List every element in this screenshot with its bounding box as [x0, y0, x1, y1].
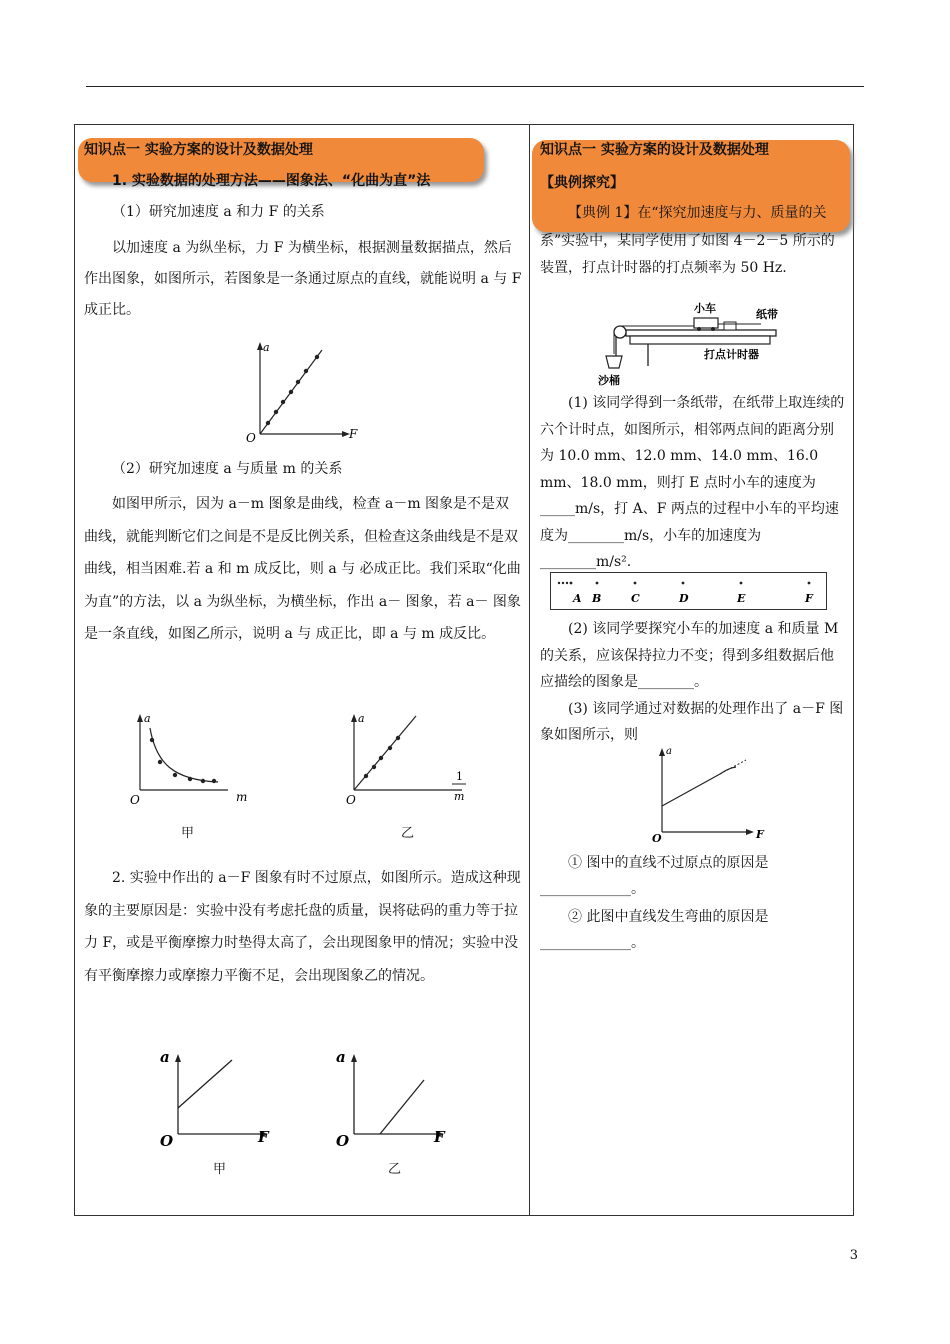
right-subheading: 【典例探究】	[540, 175, 624, 191]
point-C: C	[631, 592, 640, 605]
origin-label: O	[336, 1132, 350, 1150]
question-3a-text: ① 图中的直线不过原点的原因是_____________。	[540, 855, 769, 897]
axis-label-a: a	[666, 746, 672, 757]
caption-yi-1: 乙	[401, 826, 415, 841]
axis-label-a: a	[336, 1048, 346, 1066]
point-D: D	[679, 592, 689, 605]
section-1-text: 以加速度 a 为纵坐标，力 F 为横坐标，根据测量数据描点，然后作出图象，如图所示，若图象是一条通过原点的直线，就能说明 a 与 F 成正比。	[84, 240, 522, 318]
axis-label-one: 1	[456, 770, 463, 783]
right-heading: 知识点一 实验方案的设计及数据处理	[540, 142, 769, 158]
axis-label-m: m	[454, 790, 465, 803]
point-B: B	[592, 592, 602, 605]
section-2-text: 如图甲所示，因为 a－m 图象是曲线，检查 a－m 图象是不是双曲线，就能判断它们之间是不是反比例关系，但检查这条曲线是不是双曲线，相当困难.若 a 和 m 成反比，则 a 与 必成正比。我们采取“化曲为直”的方法，以 a 为纵坐标，为横坐标，作出 a－ 图象，若 a－ 图象是一条直线，如图乙所示，说明 a 与 成正比，即 a 与 m 成反比。	[84, 496, 521, 642]
axis-label-a: a	[160, 1048, 170, 1066]
label-timer: 打点计时器	[704, 348, 759, 361]
right-column	[540, 136, 846, 283]
caption-yi-2: 乙	[388, 1162, 402, 1177]
point-F: F	[805, 592, 813, 605]
page-number: 3	[849, 1248, 858, 1263]
point-E: E	[737, 592, 746, 605]
axis-label-a: a	[358, 712, 365, 725]
axis-label-F: F	[349, 427, 358, 441]
origin-label: O	[246, 431, 256, 445]
axis-label-m: m	[236, 790, 248, 804]
label-bucket: 沙桶	[598, 374, 620, 387]
example-1-text: 【典例 1】在“探究加速度与力、质量的关系”实验中，某同学使用了如图 4－2－5 所示的装置，打点计时器的打点频率为 50 Hz.	[540, 205, 835, 276]
right-column-3	[540, 616, 846, 749]
point-A: A	[573, 592, 582, 605]
caption-jia-2: 甲	[213, 1162, 227, 1177]
section-3-text: 2. 实验中作出的 a－F 图象有时不过原点，如图所示。造成这种现象的主要原因是：实验中没有考虑托盘的质量，误将砝码的重力等于拉力 F，或是平衡摩擦力时垫得太高了，会出现图象甲的情况；实验中没有平衡摩擦力或摩擦力平衡不足，会出现图象乙的情况。	[84, 870, 521, 984]
question-3b-text: ② 此图中直线发生弯曲的原因是_____________。	[540, 909, 769, 951]
question-3-text: (3) 该同学通过对数据的处理作出了 a－F 图象如图所示，则	[540, 700, 844, 743]
a-m-curve-graph	[128, 708, 258, 808]
left-subheading: 1. 实验数据的处理方法——图象法、“化曲为直”法	[112, 173, 431, 189]
question-1-text: (1) 该同学得到一条纸带，在纸带上取连续的六个计时点，如图所示，相邻两点间的距离分别为 10.0 mm、12.0 mm、14.0 mm、16.0 mm、18.0 mm，则打 E 点时小车的速度为_____m/s，打 A、F 两点的过程中小车的平均速度为________m/s，小车的加速度为________m/s².	[540, 395, 845, 570]
axis-label-F: F	[434, 1128, 445, 1146]
a-F-positive-intercept-graph	[158, 1046, 288, 1150]
a-F-x-intercept-graph	[334, 1046, 464, 1150]
left-heading: 知识点一 实验方案的设计及数据处理	[84, 142, 313, 158]
a-F-origin-graph	[236, 338, 366, 446]
label-tape: 纸带	[756, 308, 778, 321]
ticker-tape	[550, 572, 827, 610]
origin-label: O	[160, 1132, 174, 1150]
axis-label-F: F	[756, 828, 764, 841]
apparatus-diagram	[596, 300, 796, 390]
origin-label: O	[652, 832, 662, 844]
column-divider	[529, 124, 530, 1216]
section-1-title: （1）研究加速度 a 和力 F 的关系	[112, 204, 325, 220]
right-column-4	[540, 850, 846, 956]
left-column-2	[84, 455, 522, 651]
axis-label-a: a	[144, 712, 151, 725]
caption-jia-1: 甲	[181, 826, 195, 841]
ticker-tape-points	[551, 573, 828, 611]
right-column-2	[540, 390, 846, 576]
label-car: 小车	[694, 302, 716, 315]
axis-label-a: a	[263, 341, 270, 354]
a-F-bending-graph	[650, 744, 770, 844]
question-2-text: (2) 该同学要探究小车的加速度 a 和质量 M 的关系，应该保持拉力不变；得到多组数据后他应描绘的图象是________。	[540, 621, 839, 690]
left-column	[84, 136, 522, 326]
origin-label: O	[130, 793, 140, 807]
origin-label: O	[346, 793, 356, 807]
header-rule	[86, 86, 864, 87]
axis-label-F: F	[258, 1128, 269, 1146]
left-column-3	[84, 862, 522, 992]
a-inverse-m-graph	[344, 708, 474, 808]
section-2-title: （2）研究加速度 a 与质量 m 的关系	[112, 461, 343, 477]
